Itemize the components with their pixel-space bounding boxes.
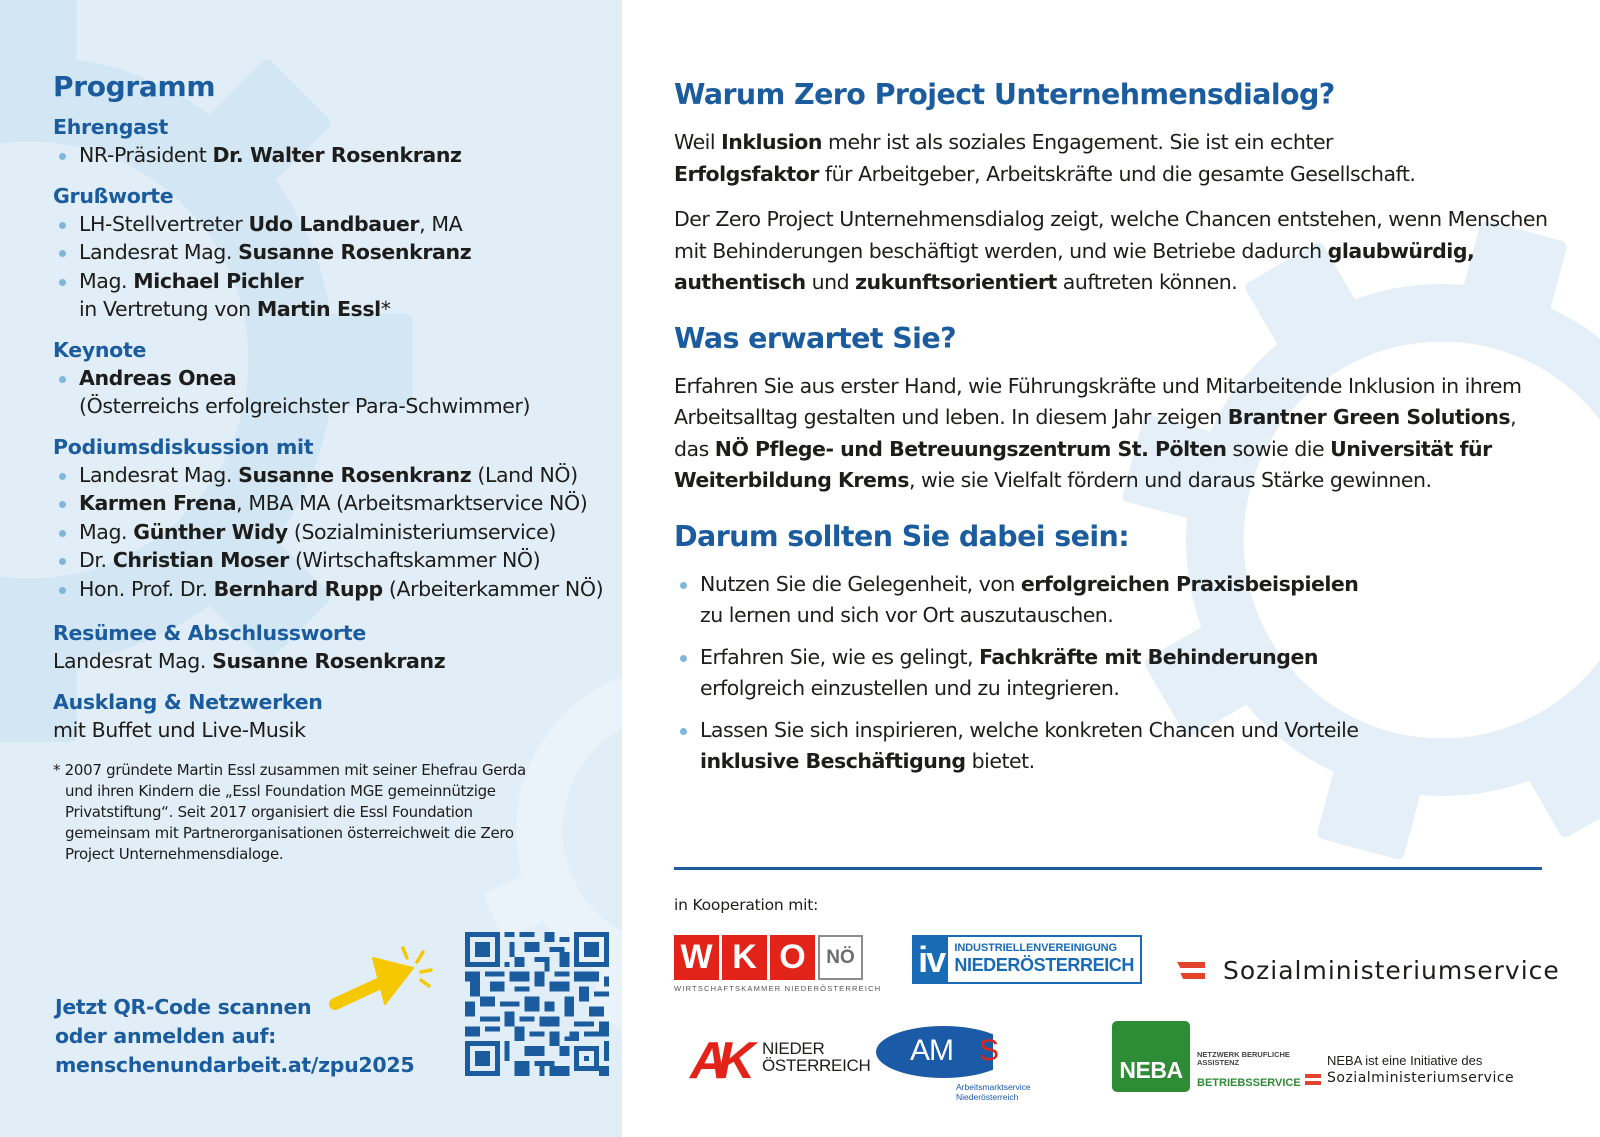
text-run: erfolgreich einzustellen und zu integrieren. (700, 676, 1120, 700)
list-item (674, 715, 1554, 778)
ak-line-2: ÖSTERREICH (762, 1056, 871, 1075)
person-name: Udo Landbauer (248, 211, 420, 236)
item-suffix: (Arbeiterkammer NÖ) (382, 576, 604, 601)
austria-flag-icon (1177, 962, 1205, 979)
ams-mark-s: S (979, 1034, 1000, 1067)
person-name: Susanne Rosenkranz (238, 462, 472, 487)
item-suffix: , MA (419, 211, 463, 236)
list-item (53, 364, 618, 421)
iv-line-2: NIEDERÖSTERREICH (954, 955, 1134, 975)
text-run: Lassen Sie sich inspirieren, welche konkreten Chancen und Vorteile (700, 717, 1359, 742)
neba-line-1: NETZWERK BERUFLICHE (1197, 1050, 1290, 1059)
wko-caption: WIRTSCHAFTSKAMMER NIEDERÖSTERREICH (674, 984, 882, 993)
podium-list (53, 461, 618, 604)
section-divider (674, 867, 1542, 870)
list-item (53, 489, 618, 518)
wko-region: NÖ (818, 935, 863, 980)
wko-letter: W (674, 935, 719, 980)
ams-mark-am: AM (910, 1034, 953, 1067)
text-run: sowie die (1226, 436, 1331, 461)
ausklang-text: mit Buffet und Live-Musik (53, 717, 306, 742)
text-run: Der Zero Project Unternehmensdialog zeigt, welche Chancen entstehen, wenn Menschen mit Behinderungen beschäftigt werden, und wie Betriebe dadurch (674, 207, 1548, 263)
neba-initiative-line-2: Sozialministeriumservice (1327, 1070, 1515, 1086)
ams-caption (956, 1082, 1031, 1102)
item-subline: (Österreichs erfolgreichster Para-Schwimmer) (79, 394, 531, 418)
text-run: zu lernen und sich vor Ort auszutauschen. (700, 603, 1114, 627)
item-suffix: (Sozialministeriumservice) (287, 519, 556, 544)
item-prefix: Landesrat Mag. (53, 649, 213, 673)
program-panel (0, 0, 622, 1137)
wko-letter: K (722, 935, 767, 980)
program-content (53, 70, 618, 865)
neba-initiative-line-1: NEBA ist eine Initiative des (1327, 1053, 1483, 1068)
text-emphasis: inklusive Beschäftigung (700, 749, 966, 773)
paragraph-why-1 (674, 127, 1554, 190)
ak-mark: AK (690, 1032, 746, 1090)
paragraph-expect (674, 371, 1554, 497)
person-name: Christian Moser (112, 548, 289, 572)
wko-letter: O (770, 935, 815, 980)
list-item (53, 267, 618, 324)
text-emphasis: glaubwürdig, authentisch (674, 238, 1475, 294)
text-run: und (805, 270, 856, 294)
text-run: , das (674, 405, 1517, 461)
ams-logo (876, 1026, 1066, 1102)
reasons-list (674, 569, 1554, 778)
text-emphasis: NÖ Pflege- und Betreuungszentrum St. Pölten (714, 436, 1227, 461)
ams-line-2: Niederösterreich (956, 1092, 1019, 1102)
info-content (674, 75, 1554, 788)
item-prefix: LH-Stellvertreter (79, 211, 249, 236)
item-subline (79, 295, 618, 324)
person-name: Andreas Onea (79, 365, 237, 390)
neba-mark: NEBA (1112, 1021, 1190, 1092)
heading-expect: Was erwartet Sie? (674, 321, 956, 355)
text-emphasis: zukunftsorientiert (855, 270, 1057, 294)
registration-link[interactable]: menschenundarbeit.at/zpu2025 (55, 1053, 415, 1077)
wko-logo (674, 935, 882, 995)
cta-line-1: Jetzt QR-Code scannen (55, 995, 312, 1019)
list-item (674, 569, 1554, 632)
text-run: , wie sie Vielfalt fördern und daraus Stärke gewinnen. (909, 468, 1432, 492)
iv-mark: iv (914, 937, 948, 982)
text-run: Nutzen Sie die Gelegenheit, von (700, 571, 1021, 596)
section-heading-ehrengast: Ehrengast (53, 115, 169, 139)
person-name: Dr. Walter Rosenkranz (212, 143, 462, 167)
person-name: Günther Widy (133, 519, 288, 544)
text-run: bietet. (965, 749, 1035, 773)
neba-subtitle (1197, 1051, 1290, 1067)
text-run: Erfahren Sie, wie es gelingt, (700, 644, 980, 669)
grussworte-list (53, 210, 618, 324)
resumee-text (53, 647, 618, 676)
subline-prefix: in Vertretung von (79, 297, 257, 321)
item-suffix: (Wirtschaftskammer NÖ) (288, 548, 541, 572)
arrow-pointing-icon (325, 940, 445, 1020)
ak-text (762, 1040, 870, 1074)
iv-logo (912, 935, 1142, 984)
person-name: Martin Essl (256, 297, 381, 321)
item-prefix: Mag. (79, 519, 134, 544)
sms-name: Sozialministeriumservice (1223, 956, 1560, 985)
cta-line-2: oder anmelden auf: (55, 1024, 277, 1048)
item-suffix: (Land NÖ) (471, 462, 578, 487)
ak-logo (690, 1032, 871, 1090)
text-run: für Arbeitgeber, Arbeitskräfte und die gesamte Gesellschaft. (818, 161, 1416, 186)
list-item (53, 518, 618, 547)
item-prefix: NR-Präsident (79, 143, 213, 167)
text-emphasis: Universität für Weiterbildung Krems (674, 436, 1492, 492)
person-name: Susanne Rosenkranz (238, 240, 472, 264)
paragraph-why-2 (674, 204, 1554, 299)
item-prefix: Hon. Prof. Dr. (79, 576, 214, 601)
text-emphasis: Fachkräfte mit Behinderungen (979, 644, 1318, 669)
text-run: Erfahren Sie aus erster Hand, wie Führungskräfte und Mitarbeitende Inklusion in ihrem Arbeitsalltag gestalten und leben. In diesem Jahr zeigen (674, 373, 1522, 429)
person-name: Susanne Rosenkranz (212, 649, 446, 673)
heading-reasons: Darum sollten Sie dabei sein: (674, 519, 1130, 553)
item-prefix: Landesrat Mag. (79, 462, 239, 487)
item-prefix: Dr. (79, 548, 113, 572)
program-title: Programm (53, 70, 216, 103)
person-name: Michael Pichler (133, 268, 304, 293)
section-heading-resumee: Resümee & Abschlussworte (53, 621, 366, 645)
text-run: Weil (674, 130, 722, 154)
item-prefix: Mag. (79, 268, 134, 293)
person-name: Bernhard Rupp (213, 576, 383, 601)
text-run: auftreten können. (1056, 270, 1238, 294)
cooperation-label: in Kooperation mit: (674, 896, 819, 914)
info-panel (622, 0, 1600, 1137)
list-item (674, 642, 1554, 705)
text-emphasis: Inklusion (721, 130, 822, 154)
heading-why: Warum Zero Project Unternehmensdialog? (674, 78, 1335, 111)
text-emphasis: Erfolgsfaktor (674, 161, 819, 186)
ehrengast-list (53, 141, 618, 170)
footnote-marker: * (380, 297, 391, 321)
section-heading-grussworte: Grußworte (53, 183, 174, 208)
person-name: Karmen Frena (79, 491, 237, 515)
ak-line-1: NIEDER (762, 1039, 825, 1058)
list-item (53, 461, 618, 490)
section-heading-podium: Podiumsdiskussion mit (53, 434, 314, 459)
list-item (53, 210, 618, 239)
item-suffix: , MBA MA (Arbeitsmarktservice NÖ) (236, 491, 588, 515)
qr-code-icon[interactable] (464, 932, 610, 1076)
neba-betriebsservice: BETRIEBSSERVICE (1197, 1077, 1301, 1089)
austria-flag-icon (1305, 1074, 1321, 1085)
list-item (53, 546, 618, 575)
iv-line-1: INDUSTRIELLENVEREINIGUNG (954, 942, 1117, 954)
section-heading-keynote: Keynote (53, 337, 147, 362)
list-item (53, 575, 618, 604)
ams-line-1: Arbeitsmarktservice (956, 1082, 1031, 1092)
neba-line-2: ASSISTENZ (1197, 1058, 1240, 1067)
section-heading-ausklang: Ausklang & Netzwerken (53, 689, 323, 714)
sozialministeriumservice-logo (1177, 956, 1560, 985)
item-prefix: Landesrat Mag. (79, 240, 239, 264)
list-item (53, 141, 618, 170)
text-emphasis: erfolgreichen Praxisbeispielen (1020, 571, 1359, 596)
footnote: * 2007 gründete Martin Essl zusammen mit seiner Ehefrau Gerda und ihren Kindern die „Essl Foundation MGE gemeinnützige Privatstiftung“. Seit 2017 organisiert die Essl Foundation gemeinsam mit Partnerorganisationen österreichweit die Zero Project Unternehmensdialoge. (53, 761, 526, 863)
text-run: mehr ist als soziales Engagement. Sie ist ein echter (821, 130, 1333, 154)
text-emphasis: Brantner Green Solutions (1227, 405, 1511, 429)
list-item (53, 238, 618, 267)
keynote-list (53, 364, 618, 421)
